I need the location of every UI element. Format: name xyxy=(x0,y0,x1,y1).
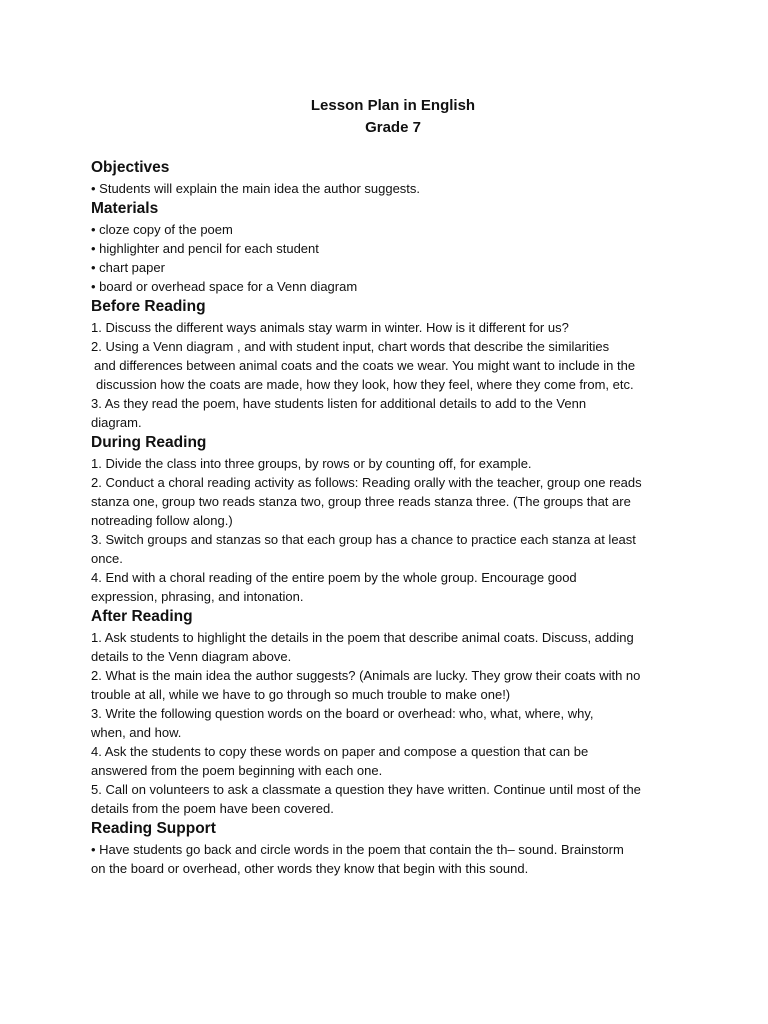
before-reading-line: 3. As they read the poem, have students listen for additional details to add to the Venn xyxy=(91,396,587,411)
heading-before-reading: Before Reading xyxy=(91,298,206,315)
section-materials xyxy=(91,198,691,296)
during-reading-line: once. xyxy=(91,551,123,566)
after-reading-line: details to the Venn diagram above. xyxy=(91,649,292,664)
before-reading-line: and differences between animal coats and the coats we wear. You might want to include in the xyxy=(94,358,636,373)
after-reading-line: answered from the poem beginning with each one. xyxy=(91,763,383,778)
reading-support-line: on the board or overhead, other words they know that begin with this sound. xyxy=(91,861,529,876)
title-line-2: Grade 7 xyxy=(365,119,421,136)
heading-reading-support: Reading Support xyxy=(91,820,216,837)
heading-objectives: Objectives xyxy=(91,159,170,176)
section-reading-support xyxy=(91,818,691,878)
after-reading-line: 4. Ask the students to copy these words on paper and compose a question that can be xyxy=(91,744,589,759)
material-item: • cloze copy of the poem xyxy=(91,222,233,237)
before-reading-line: 2. Using a Venn diagram , and with student input, chart words that describe the similarities xyxy=(91,339,610,354)
material-item: • highlighter and pencil for each student xyxy=(91,241,319,256)
after-reading-line: 1. Ask students to highlight the details in the poem that describe animal coats. Discuss, adding xyxy=(91,630,634,645)
during-reading-line: expression, phrasing, and intonation. xyxy=(91,589,304,604)
material-item: • board or overhead space for a Venn diagram xyxy=(91,279,358,294)
material-item: • chart paper xyxy=(91,260,165,275)
after-reading-line: trouble at all, while we have to go through so much trouble to make one!) xyxy=(91,687,511,702)
section-during-reading xyxy=(91,432,691,606)
during-reading-line: notreading follow along.) xyxy=(91,513,233,528)
during-reading-line: 3. Switch groups and stanzas so that each group has a chance to practice each stanza at least xyxy=(91,532,636,547)
during-reading-line: 1. Divide the class into three groups, by rows or by counting off, for example. xyxy=(91,456,532,471)
objective-item: • Students will explain the main idea the author suggests. xyxy=(91,181,421,196)
during-reading-line: stanza one, group two reads stanza two, group three reads stanza three. (The groups that are xyxy=(91,494,631,509)
after-reading-line: 3. Write the following question words on the board or overhead: who, what, where, why, xyxy=(91,706,594,721)
reading-support-line: • Have students go back and circle words in the poem that contain the th– sound. Brainstorm xyxy=(91,842,624,857)
before-reading-line: diagram. xyxy=(91,415,142,430)
title-line-1: Lesson Plan in English xyxy=(310,97,476,114)
during-reading-line: 2. Conduct a choral reading activity as follows: Reading orally with the teacher, group one reads xyxy=(91,475,642,490)
after-reading-line: when, and how. xyxy=(91,725,182,740)
section-before-reading xyxy=(91,296,691,432)
during-reading-line: 4. End with a choral reading of the entire poem by the whole group. Encourage good xyxy=(91,570,577,585)
after-reading-line: 5. Call on volunteers to ask a classmate a question they have written. Continue until most of the xyxy=(91,782,641,797)
heading-materials: Materials xyxy=(91,200,159,217)
after-reading-line: 2. What is the main idea the author suggests? (Animals are lucky. They grow their coats with no xyxy=(91,668,641,683)
document-title xyxy=(91,95,691,139)
heading-during-reading: During Reading xyxy=(91,434,207,451)
heading-after-reading: After Reading xyxy=(91,608,193,625)
before-reading-line: discussion how the coats are made, how they look, how they feel, where they come from, etc. xyxy=(96,377,634,392)
before-reading-line: 1. Discuss the different ways animals stay warm in winter. How is it different for us? xyxy=(91,320,569,335)
section-objectives xyxy=(91,157,691,198)
after-reading-line: details from the poem have been covered. xyxy=(91,801,334,816)
document-page xyxy=(91,95,691,878)
section-after-reading xyxy=(91,606,691,818)
